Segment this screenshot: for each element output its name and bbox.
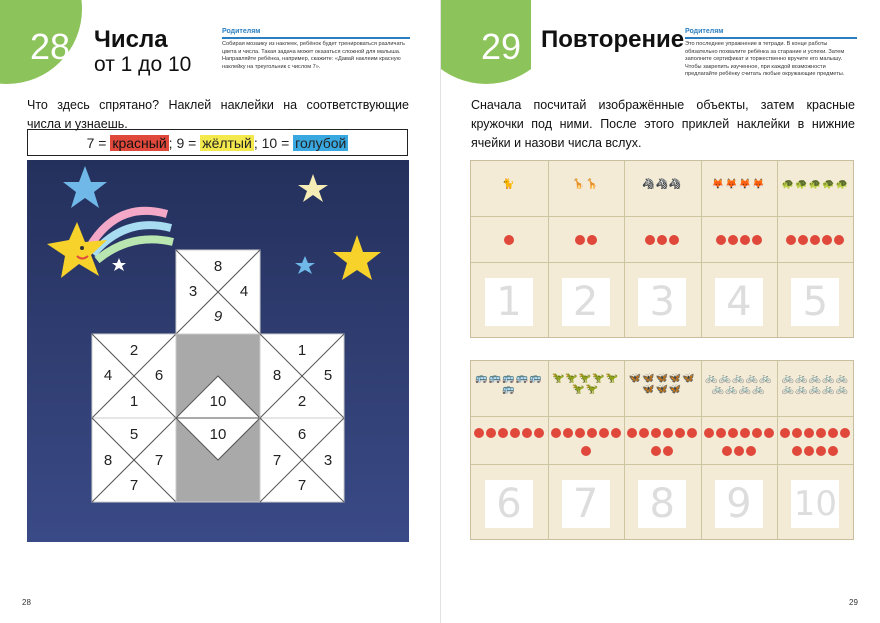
counting-objects: 🚲🚲🚲🚲🚲🚲🚲🚲🚲 [705,373,773,395]
red-dots [471,233,547,251]
red-dot [728,235,738,245]
sticker-slot[interactable]: 8 [638,480,686,528]
counting-grid-1 [470,160,854,338]
red-dot [663,446,673,456]
red-dot [563,428,573,438]
sticker-slot[interactable]: 7 [562,480,610,528]
red-dot [740,235,750,245]
red-dot [645,235,655,245]
mosaic-number: 3 [323,452,333,469]
red-dot [486,428,496,438]
legend-red: красный [112,135,167,151]
red-dot [792,428,802,438]
sticker-slot[interactable]: 2 [562,278,610,326]
sticker-slot[interactable]: 5 [791,278,839,326]
star-icon [333,235,381,280]
mosaic-number: 5 [323,367,333,384]
red-dot [740,428,750,438]
red-dot [722,446,732,456]
red-dot [828,446,838,456]
red-dot [663,428,673,438]
mosaic-number: 4 [103,367,113,384]
mosaic-number: 10 [209,393,227,410]
red-dots [701,233,777,251]
counting-grid-2 [470,360,854,540]
parents-divider [685,37,857,39]
parents-text: Собирая мозаику из наклеек, ребёнок будет тренироваться различать цвета и числа. Такая задача может оказаться сложной для малыша. Направляйте ребёнка, например, скажите: «Давай наклеим красную наклейку на треугольник с числом 7». [222,41,405,70]
red-dot [669,235,679,245]
parents-heading: Родителям [222,28,261,35]
mosaic-number: 7 [129,477,139,494]
mosaic-number: 6 [297,426,307,443]
red-dot [786,235,796,245]
legend-blue: голубой [295,135,347,151]
red-dot [551,428,561,438]
red-dot [627,428,637,438]
page-title: Числа [94,26,168,53]
red-dot [522,428,532,438]
task-text: Что здесь спрятано? Наклей наклейки на соответствующие числа и узнаешь. [27,98,409,131]
red-dot [828,428,838,438]
counting-objects: 🐈 [502,179,516,190]
legend-yellow: жёлтый [202,135,252,151]
red-dot [834,235,844,245]
legend-text: ; 10 = [253,135,294,151]
mosaic-number: 6 [154,367,164,384]
red-dot [651,428,661,438]
red-dot [611,428,621,438]
mosaic-drawing [27,160,409,542]
star-icon [295,256,315,274]
star-icon [298,174,328,202]
mosaic-number: 2 [129,342,139,359]
parents-heading: Родителям [685,28,724,35]
red-dot [816,446,826,456]
mosaic-number: 1 [297,342,307,359]
mosaic-number: 2 [297,393,307,410]
red-dot [687,428,697,438]
sticker-slot[interactable]: 1 [485,278,533,326]
red-dot [804,428,814,438]
red-dot [581,446,591,456]
sticker-slot[interactable]: 10 [791,480,839,528]
parents-text: Это последнее упражнение в тетради. В конце работы обязательно похвалите ребёнка за старание и успехи. Затем заполните сертификат и торжественно вручите его малышу. Чтобы закрепить изученное, при каждой возможности предлагайте ребёнку считать любые окружающие предметы. [685,41,845,78]
red-dots [777,426,853,462]
legend-text: ; 9 = [168,135,201,151]
mosaic-number: 10 [209,426,227,443]
mosaic-number: 1 [129,393,139,410]
counting-objects: 🦋🦋🦋🦋🦋🦋🦋🦋 [628,373,696,395]
mosaic-number: 8 [272,367,282,384]
red-dots [548,426,624,462]
red-dot [716,428,726,438]
sticker-slot[interactable]: 9 [715,480,763,528]
red-dot [657,235,667,245]
red-dot [651,446,661,456]
red-dot [764,428,774,438]
color-legend [27,129,408,156]
page-subtitle: от 1 до 10 [94,53,192,76]
red-dot [675,428,685,438]
mosaic-sky [27,160,409,542]
red-dot [752,235,762,245]
red-dot [734,446,744,456]
red-dot [534,428,544,438]
star-icon [63,166,107,208]
task-text: Сначала посчитай изображённые объекты, затем красные кружочки под ними. После этого приклей наклейки в нижние ячейки и назови числа вслух. [471,98,855,150]
mosaic-number: 9 [213,308,223,325]
red-dots [624,233,700,251]
red-dot [599,428,609,438]
page-badge-number: 28 [30,26,71,67]
red-dots [777,233,853,251]
counting-objects: 🚲🚲🚲🚲🚲🚲🚲🚲🚲🚲 [781,373,850,395]
red-dot [587,428,597,438]
red-dots [548,233,624,251]
red-dot [798,235,808,245]
page-badge-number: 29 [481,26,522,67]
red-dot [752,428,762,438]
red-dot [510,428,520,438]
red-dot [716,235,726,245]
page-number: 29 [849,598,858,607]
red-dot [504,235,514,245]
sticker-slot[interactable]: 6 [485,480,533,528]
red-dot [575,235,585,245]
mosaic-number: 4 [239,283,249,300]
mosaic-number: 7 [272,452,282,469]
page-title: Повторение [541,26,685,53]
sticker-slot[interactable]: 4 [715,278,763,326]
red-dots [624,426,700,462]
counting-objects: 🦖🦖🦖🦖🦖🦖🦖 [551,373,620,395]
page-badge [0,0,90,90]
red-dot [728,428,738,438]
mosaic-number: 8 [103,452,113,469]
star-icon [112,258,126,271]
red-dot [587,235,597,245]
red-dot [804,446,814,456]
red-dot [816,428,826,438]
counting-objects: 🦒🦒 [572,179,600,190]
red-dot [810,235,820,245]
red-dots [701,426,777,462]
sticker-slot[interactable]: 3 [638,278,686,326]
red-dot [746,446,756,456]
page-badge [441,0,531,90]
red-dot [792,446,802,456]
red-dot [840,428,850,438]
mosaic-number: 3 [188,283,198,300]
counting-objects: 🦓🦓🦓 [642,179,683,190]
mosaic-number: 5 [129,426,139,443]
red-dot [474,428,484,438]
red-dot [498,428,508,438]
red-dot [822,235,832,245]
counting-objects: 🚌🚌🚌🚌🚌🚌 [475,373,543,395]
red-dot [780,428,790,438]
page-number: 28 [22,598,31,607]
legend-text: 7 = [86,135,111,151]
mosaic-number: 7 [154,452,164,469]
mosaic-number: 7 [297,477,307,494]
red-dot [639,428,649,438]
parents-divider [222,37,410,39]
counting-objects: 🦊🦊🦊🦊 [711,179,766,190]
counting-objects: 🐢🐢🐢🐢🐢 [781,179,850,190]
red-dots [471,426,547,444]
mosaic-number: 8 [213,258,223,275]
red-dot [575,428,585,438]
red-dot [704,428,714,438]
